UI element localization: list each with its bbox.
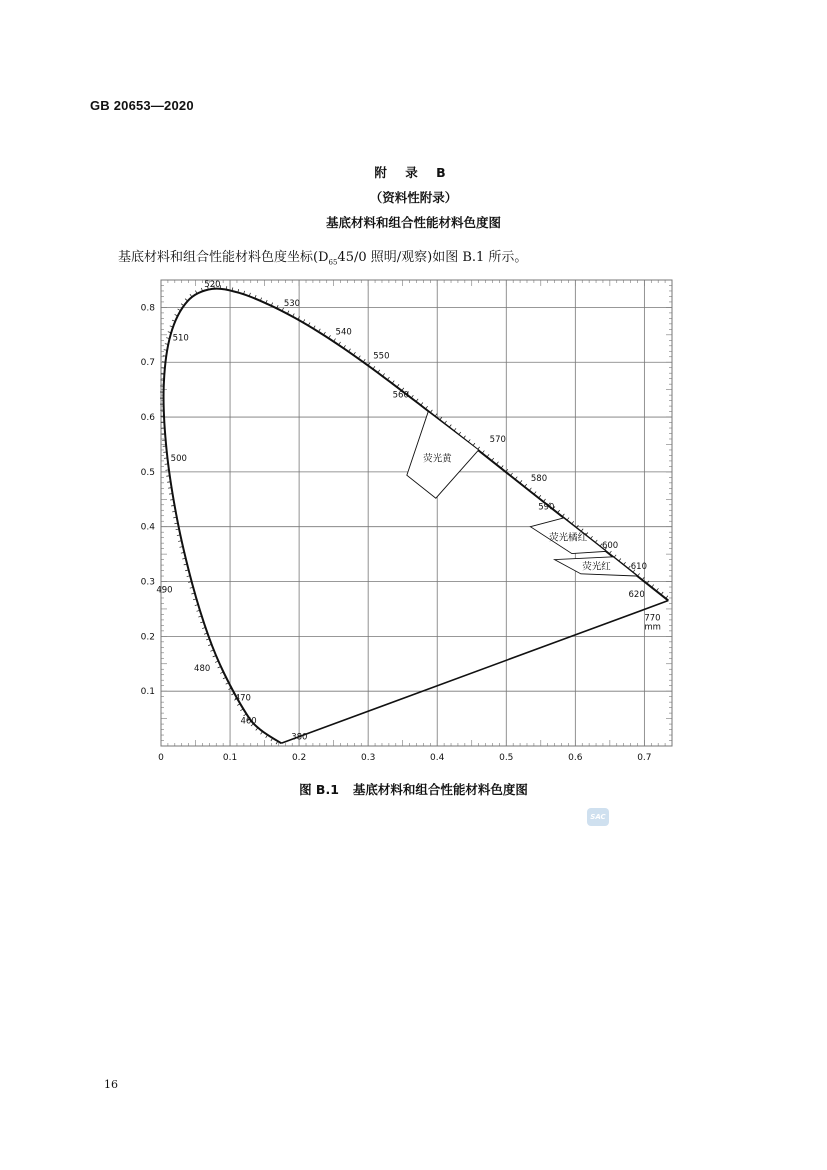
y-tick-label: 0.7 [140, 358, 155, 369]
color-region-label-1: 荧光黄 [423, 453, 452, 465]
locus-tick [567, 518, 569, 521]
x-tick-label: 0.2 [291, 753, 307, 763]
color-region-label-2: 荧光橘红 [549, 532, 588, 544]
wavelength-label-520: 520 [204, 279, 221, 290]
y-tick-label: 0.5 [140, 467, 155, 478]
x-tick-label: 0.4 [430, 753, 445, 763]
figure-number: 图 B.1 [299, 782, 339, 797]
wavelength-unit-label: mm [644, 622, 661, 633]
wavelength-label-510: 510 [172, 333, 189, 344]
y-tick-label: 0.2 [140, 632, 155, 643]
wavelength-label-580: 580 [530, 474, 548, 485]
intro-paragraph [118, 246, 527, 267]
color-region-label-3: 荧光红 [582, 561, 611, 573]
wavelength-label-540: 540 [335, 327, 352, 338]
y-tick-label: 0.4 [140, 522, 155, 533]
wavelength-label-490: 490 [156, 585, 173, 596]
x-tick-label: 0.3 [360, 753, 376, 763]
standard-code: GB 20653—2020 [90, 98, 194, 113]
locus-tick [190, 294, 192, 297]
wavelength-label-560: 560 [392, 390, 409, 401]
x-tick-label: 0.1 [222, 753, 238, 763]
locus-tick [482, 451, 484, 454]
wavelength-label-590: 590 [538, 502, 555, 513]
spectral-locus-curve [164, 289, 669, 744]
locus-tick [185, 299, 188, 301]
appendix-nature: （资料性附录） [369, 190, 458, 205]
figure-caption [0, 780, 827, 798]
figure-title: 基底材料和组合性能材料色度图 [352, 782, 528, 797]
wavelength-label-460: 460 [240, 716, 257, 727]
wavelength-label-770: 770 [644, 613, 661, 624]
x-tick-label: 0 [158, 753, 164, 763]
chromaticity-diagram [135, 278, 715, 773]
locus-tick [256, 728, 258, 731]
wavelength-label-620: 620 [628, 589, 645, 600]
wavelength-label-570: 570 [489, 434, 506, 445]
sac-watermark-logo: SAC [587, 808, 609, 826]
appendix-caption: 基底材料和组合性能材料色度图 [325, 215, 501, 230]
plot-frame [161, 280, 672, 746]
wavelength-label-530: 530 [283, 299, 301, 310]
wavelength-label-470: 470 [234, 693, 251, 704]
y-tick-label: 0.8 [140, 303, 155, 314]
y-tick-label: 0.1 [140, 687, 155, 698]
intro-text-start: 基底材料和组合性能材料色度坐标(D [118, 250, 329, 265]
wavelength-label-380: 380 [291, 732, 308, 743]
y-tick-label: 0.3 [140, 577, 155, 588]
wavelength-label-500: 500 [170, 453, 187, 464]
locus-tick [562, 514, 564, 517]
y-tick-label: 0.6 [140, 413, 155, 424]
wavelength-label-550: 550 [373, 351, 390, 362]
appendix-title: 附 录 B [374, 165, 453, 180]
x-tick-label: 0.7 [637, 753, 652, 763]
page-number: 16 [104, 1078, 118, 1091]
intro-text-end: 45/0 照明/观察)如图 B.1 所示。 [337, 250, 528, 265]
x-tick-label: 0.6 [568, 753, 583, 763]
wavelength-label-610: 610 [630, 561, 647, 572]
purple-line [281, 601, 668, 744]
x-tick-label: 0.5 [499, 753, 514, 763]
illuminant-subscript: 65 [328, 258, 338, 267]
wavelength-label-480: 480 [194, 664, 211, 675]
wavelength-label-600: 600 [601, 540, 619, 551]
